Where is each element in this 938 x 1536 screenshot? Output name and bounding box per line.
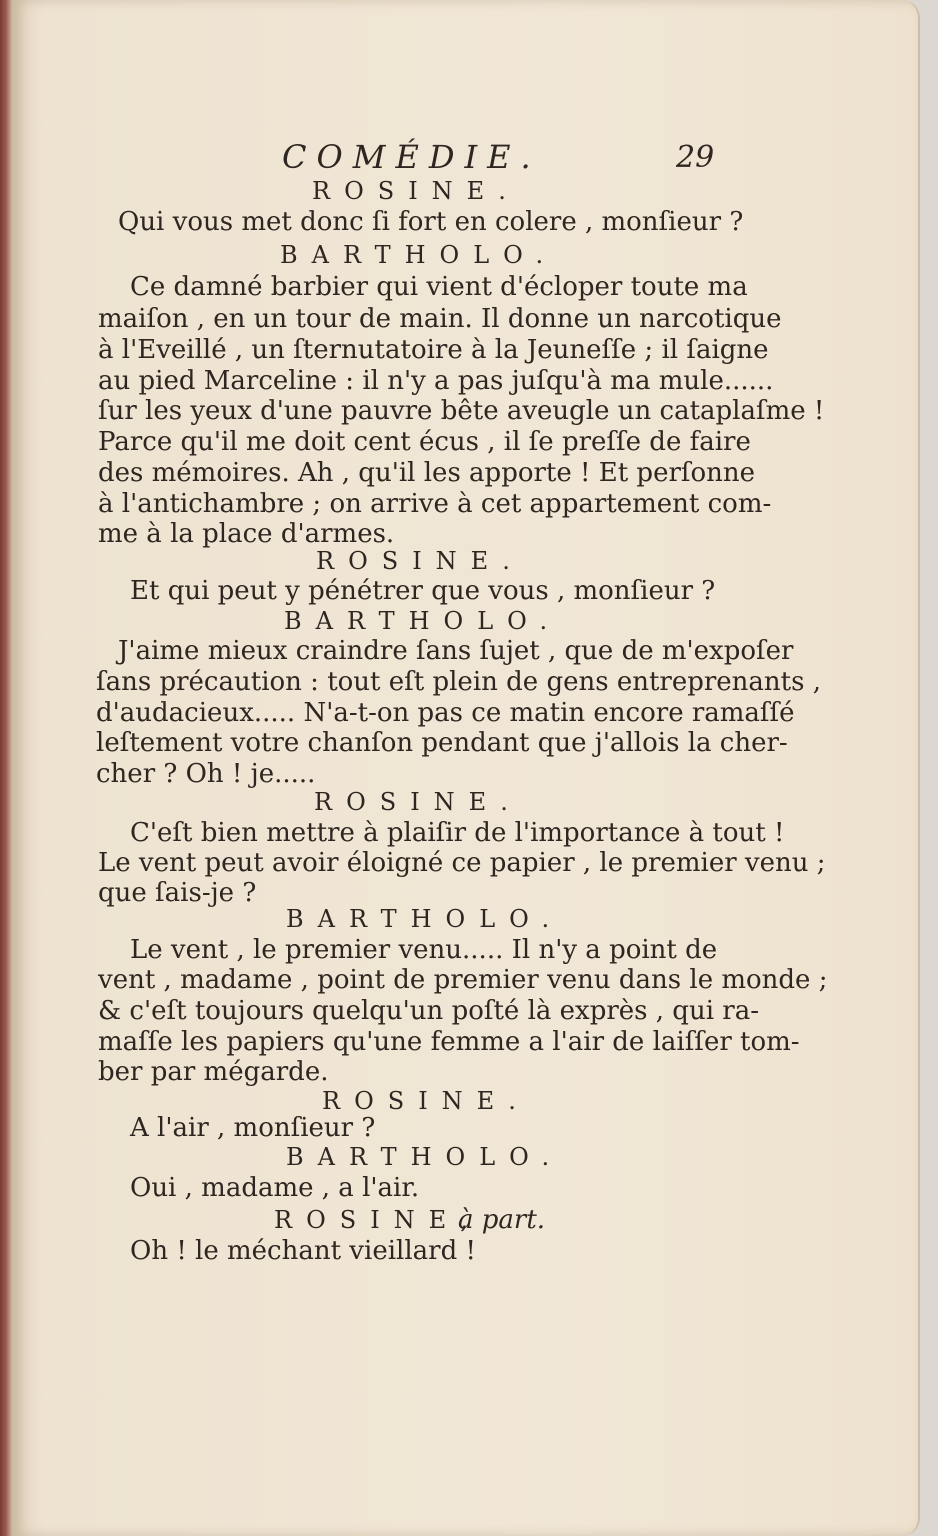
dialogue-line: d'audacieux..... N'a-t-on pas ce matin encore ramaſſé <box>96 698 795 728</box>
dialogue-line: que ſais-je ? <box>98 878 257 908</box>
speaker-name: ROSINE. <box>312 177 520 205</box>
dialogue-line: ſur les yeux d'une pauvre bête aveugle un cataplaſme ! <box>98 396 825 426</box>
dialogue-line: au pied Marceline : il n'y a pas juſqu'à ma mule...... <box>98 366 774 396</box>
page-number: 29 <box>676 140 715 175</box>
dialogue-line: cher ? Oh ! je..... <box>96 759 316 789</box>
dialogue-line: A l'air , monſieur ? <box>130 1113 376 1143</box>
speaker-name: ROSINE. <box>316 547 524 575</box>
speaker-name: ROSINE, <box>274 1206 482 1234</box>
speaker-name: BARTHOLO. <box>286 1143 564 1171</box>
speaker-name: BARTHOLO. <box>280 241 558 269</box>
speaker-name: ROSINE. <box>322 1087 530 1115</box>
dialogue-line: Parce qu'il me doit cent écus , il ſe preſſe de faire <box>98 427 751 457</box>
speaker-name: BARTHOLO. <box>284 607 562 635</box>
dialogue-line: Ce damné barbier qui vient d'écloper toute ma <box>130 272 748 302</box>
dialogue-line: Et qui peut y pénétrer que vous , monſieur ? <box>130 576 716 606</box>
dialogue-line: ſans précaution : tout eſt plein de gens entreprenants , <box>96 667 821 697</box>
dialogue-line: leſtement votre chanſon pendant que j'allois la cher- <box>96 728 788 758</box>
dialogue-line: & c'eſt toujours quelqu'un poſté là exprès , qui ra- <box>98 996 759 1026</box>
dialogue-line: Le vent peut avoir éloigné ce papier , le premier venu ; <box>98 848 826 878</box>
dialogue-line: Oh ! le méchant vieillard ! <box>130 1236 476 1266</box>
dialogue-line: ber par mégarde. <box>98 1057 329 1087</box>
dialogue-line: Le vent , le premier venu..... Il n'y a point de <box>130 935 718 965</box>
running-header: COMÉDIE. <box>282 138 541 176</box>
dialogue-line: C'eſt bien mettre à plaiſir de l'importance à tout ! <box>130 818 785 848</box>
dialogue-line: vent , madame , point de premier venu dans le monde ; <box>98 965 828 995</box>
stage-direction: à part. <box>458 1205 546 1235</box>
dialogue-line: à l'antichambre ; on arrive à cet appartement com- <box>98 489 772 519</box>
dialogue-line: me à la place d'armes. <box>98 519 395 549</box>
dialogue-line: J'aime mieux craindre ſans ſujet , que de m'expoſer <box>118 636 794 666</box>
dialogue-line: Oui , madame , a l'air. <box>130 1173 420 1203</box>
dialogue-line: des mémoires. Ah , qu'il les apporte ! Et perſonne <box>98 458 756 488</box>
dialogue-line: Qui vous met donc ſi fort en colere , monſieur ? <box>118 207 744 237</box>
dialogue-line: maiſon , en un tour de main. Il donne un narcotique <box>98 304 782 334</box>
dialogue-line: à l'Eveillé , un ſternutatoire à la Jeuneſſe ; il ſaigne <box>98 335 769 365</box>
dialogue-line: maſſe les papiers qu'une femme a l'air de laiſſer tom- <box>98 1027 800 1057</box>
speaker-name: ROSINE. <box>314 788 522 816</box>
speaker-name: BARTHOLO. <box>286 905 564 933</box>
